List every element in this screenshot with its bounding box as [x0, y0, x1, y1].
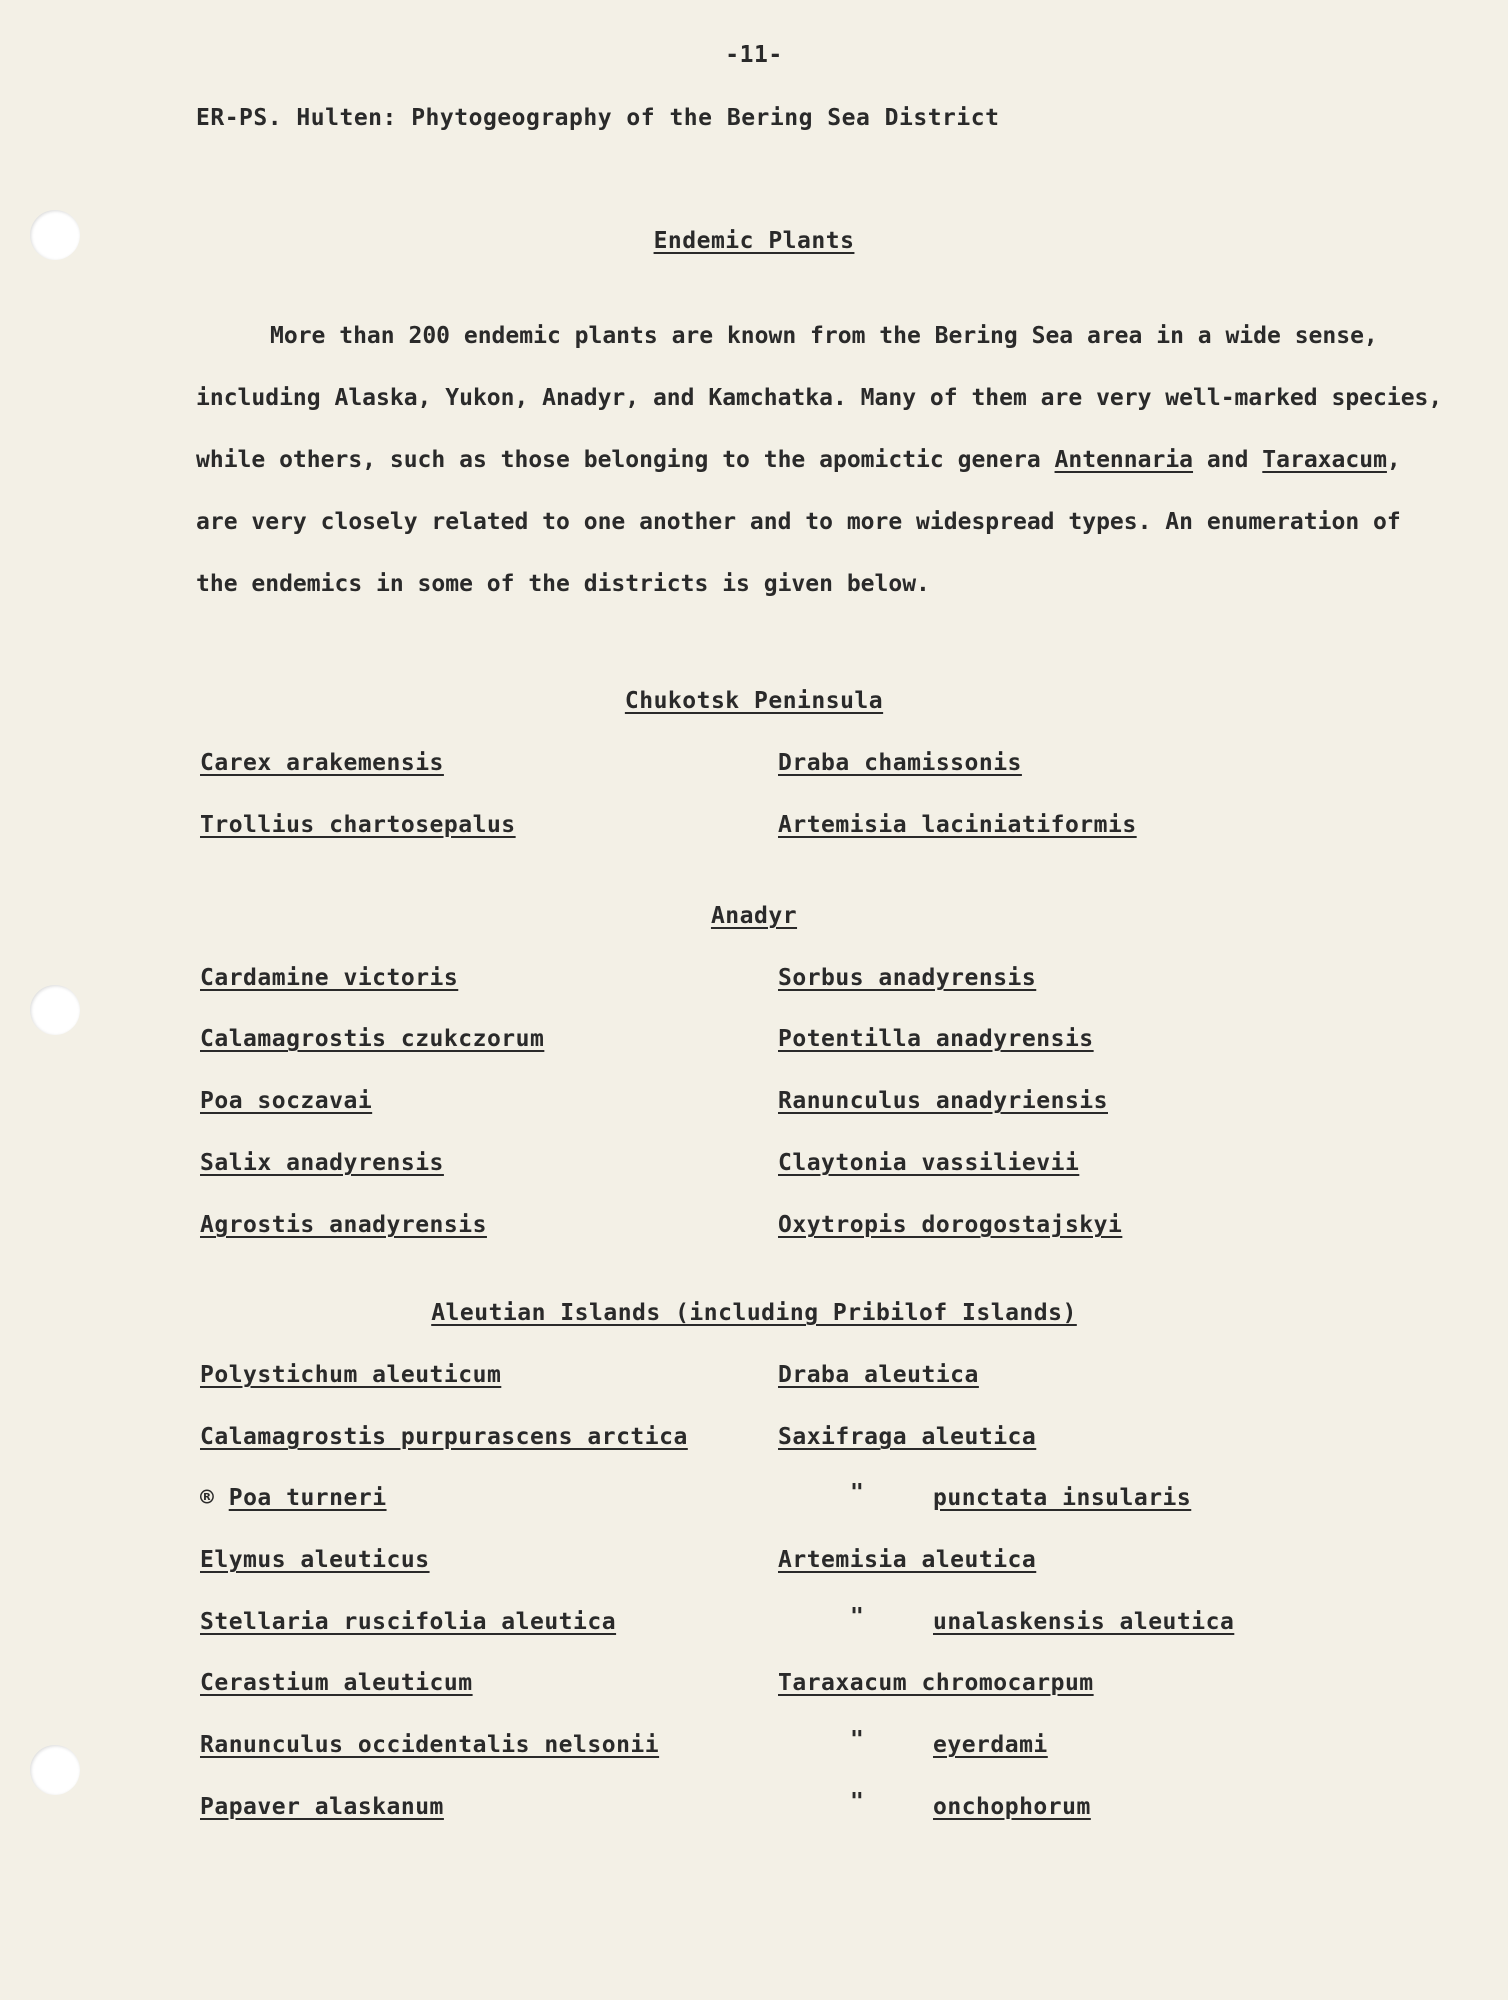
intro-and: and [1206, 447, 1249, 473]
species-right-sub: punctata insularis [933, 1485, 1192, 1511]
species-right: Potentilla anadyrensis [778, 1026, 1094, 1052]
genus-taraxacum: Taraxacum [1262, 447, 1387, 473]
species-right: Artemisia laciniatiformis [778, 812, 1137, 838]
species-left: Trollius chartosepalus [200, 812, 516, 838]
species-left: Salix anadyrensis [200, 1150, 444, 1176]
species-left-row [200, 1485, 387, 1511]
species-right: Sorbus anadyrensis [778, 965, 1037, 991]
species-right-sub: unalaskensis aleutica [933, 1609, 1235, 1635]
species-left: Elymus aleuticus [200, 1547, 430, 1573]
intro-text-2: , are very closely related to one another and to more widespread types. An enumeration of the endemics in some of the districts is given below. [196, 447, 1401, 597]
ditto-mark: " [850, 1604, 865, 1630]
running-header: ER-PS. Hulten: Phytogeography of the Bering Sea District [196, 105, 1000, 131]
ditto-mark: " [850, 1727, 865, 1753]
species-right: Claytonia vassilievii [778, 1150, 1080, 1176]
intro-text-1: More than 200 endemic plants are known from the Bering Sea area in a wide sense, including Alaska, Yukon, Anadyr, and Kamchatka. Many of them are very well-marked species, while others, such as those belonging to the apomictic genera [196, 323, 1443, 473]
species-left: Carex arakemensis [200, 750, 444, 776]
species-right-sub: onchophorum [933, 1794, 1091, 1820]
species-right: Draba chamissonis [778, 750, 1022, 776]
species-left: Papaver alaskanum [200, 1794, 444, 1820]
heading-chukotsk: Chukotsk Peninsula [624, 688, 884, 714]
heading-anadyr: Anadyr [710, 903, 798, 929]
punch-hole [30, 985, 80, 1035]
species-left: Calamagrostis purpurascens arctica [200, 1424, 688, 1450]
genus-antennaria: Antennaria [1054, 447, 1194, 473]
species-left: Agrostis anadyrensis [200, 1212, 487, 1238]
section-title: Endemic Plants [653, 228, 855, 254]
species-left: Ranunculus occidentalis nelsonii [200, 1732, 660, 1758]
heading-aleutian: Aleutian Islands (including Pribilof Islands) [431, 1300, 1077, 1326]
species-right: Saxifraga aleutica [778, 1424, 1037, 1450]
species-right: Draba aleutica [778, 1362, 979, 1388]
annotation-mark: ® [200, 1485, 215, 1511]
species-left: Cerastium aleuticum [200, 1670, 473, 1696]
species-left: Calamagrostis czukczorum [200, 1026, 545, 1052]
species-right: Artemisia aleutica [778, 1547, 1037, 1573]
species-right: Ranunculus anadyriensis [778, 1088, 1108, 1114]
page-number: -11- [725, 42, 783, 68]
species-right-sub: eyerdami [933, 1732, 1048, 1758]
species-right: Taraxacum chromocarpum [778, 1670, 1094, 1696]
species-left: Polystichum aleuticum [200, 1362, 502, 1388]
species-left: Poa turneri [228, 1485, 387, 1511]
ditto-mark: " [850, 1789, 865, 1815]
species-left: Poa soczavai [200, 1088, 373, 1114]
species-left: Stellaria ruscifolia aleutica [200, 1609, 617, 1635]
intro-paragraph [196, 305, 1456, 615]
ditto-mark: " [850, 1480, 865, 1506]
species-right: Oxytropis dorogostajskyi [778, 1212, 1123, 1238]
punch-hole [30, 1745, 80, 1795]
species-left: Cardamine victoris [200, 965, 459, 991]
